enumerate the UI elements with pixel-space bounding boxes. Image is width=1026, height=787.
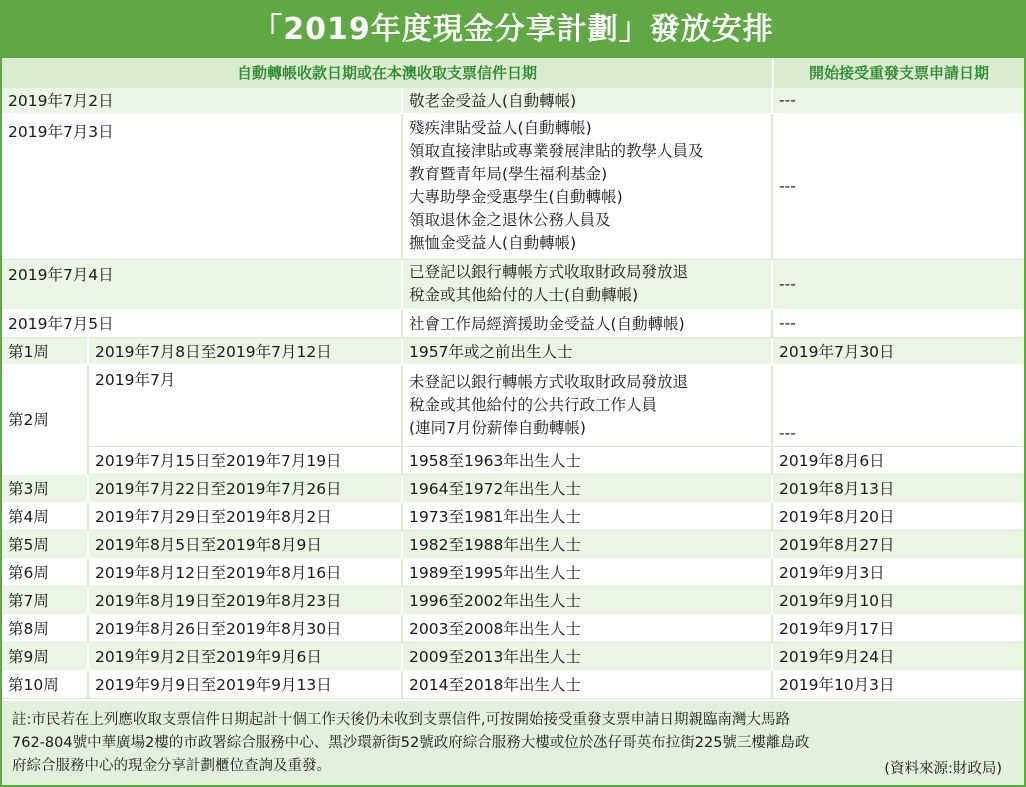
range-cell: 2019年7月8日至2019年7月12日 (88, 337, 402, 364)
table-header (2, 58, 1024, 88)
group-cell: 2014至2018年出生人士 (402, 670, 772, 698)
table-row (2, 88, 1024, 113)
table-row (2, 474, 1024, 502)
group-cell: 社會工作局經濟援助金受益人(自動轉帳) (402, 309, 772, 337)
group-line: 教育暨青年局(學生福利基金) (409, 165, 608, 183)
table-row (2, 502, 1024, 530)
footnote-line: 府綜合服務中心的現金分享計劃櫃位查詢及重發。 (12, 758, 331, 774)
group-cell: 敬老金受益人(自動轉帳) (402, 88, 772, 113)
reissue-cell: 2019年10月3日 (772, 670, 1024, 698)
group-line: 領取直接津貼或專業發展津貼的教學人員及 (409, 142, 704, 160)
reissue-cell: 2019年8月6日 (772, 446, 1024, 474)
group-cell: 1957年或之前出生人士 (402, 337, 772, 364)
reissue-cell: 2019年8月20日 (772, 502, 1024, 530)
group-cell: 1964至1972年出生人士 (402, 474, 772, 502)
date-cell: 2019年7月2日 (2, 88, 402, 113)
group-cell: 1982至1988年出生人士 (402, 530, 772, 558)
reissue-cell: 2019年9月17日 (772, 614, 1024, 642)
range-cell: 2019年9月9日至2019年9月13日 (88, 670, 402, 698)
range-cell: 2019年8月12日至2019年8月16日 (88, 558, 402, 586)
week-cell: 第10周 (2, 670, 88, 698)
week-cell: 第9周 (2, 642, 88, 670)
table-row (2, 446, 1024, 474)
group-line: 未登記以銀行轉帳方式收取財政局發放退 (409, 372, 689, 391)
table-row (2, 364, 1024, 446)
group-line: 稅金或其他給付的人士(自動轉帳) (409, 286, 639, 304)
reissue-cell: --- (772, 364, 1024, 446)
group-cell: 1996至2002年出生人士 (402, 586, 772, 614)
week-cell: 第8周 (2, 614, 88, 642)
table-row (2, 309, 1024, 337)
group-cell: 2009至2013年出生人士 (402, 642, 772, 670)
group-line: (連同7月份薪俸自動轉帳) (409, 418, 586, 437)
group-cell (402, 259, 772, 309)
table-row (2, 614, 1024, 642)
footnote-line: 762-804號中華廣場2樓的市政署綜合服務中心、黑沙環新街52號政府綜合服務大樓或位於氹仔哥英布拉街225號三樓離島政 (12, 735, 810, 751)
table-row (2, 113, 1024, 259)
reissue-cell: 2019年9月3日 (772, 558, 1024, 586)
date-cell: 2019年7月5日 (2, 309, 402, 337)
header-dates: 自動轉帳收款日期或在本澳收取支票信件日期 (2, 58, 774, 88)
week-cell: 第1周 (2, 337, 88, 364)
range-cell: 2019年7月29日至2019年8月2日 (88, 502, 402, 530)
group-line: 領取退休金之退休公務人員及 (409, 211, 611, 229)
reissue-cell: 2019年7月30日 (772, 337, 1024, 364)
range-cell: 2019年7月15日至2019年7月19日 (88, 446, 402, 474)
reissue-cell: 2019年8月27日 (772, 530, 1024, 558)
group-cell: 2003至2008年出生人士 (402, 614, 772, 642)
footnote-line: 註:市民若在上列應收取支票信件日期起計十個工作天後仍未收到支票信件,可按開始接受重發支票申請日期親臨南灣大馬路 (12, 712, 790, 728)
group-cell (402, 113, 772, 259)
reissue-cell: 2019年9月10日 (772, 586, 1024, 614)
table-row (2, 558, 1024, 586)
group-line: 殘疾津貼受益人(自動轉帳) (409, 119, 592, 137)
group-cell: 1958至1963年出生人士 (402, 446, 772, 474)
group-cell (402, 364, 772, 446)
week-cell: 第5周 (2, 530, 88, 558)
group-cell: 1989至1995年出生人士 (402, 558, 772, 586)
group-line: 大專助學金受惠學生(自動轉帳) (409, 188, 623, 206)
week-cell: 第4周 (2, 502, 88, 530)
table-row (2, 337, 1024, 364)
group-cell: 1973至1981年出生人士 (402, 502, 772, 530)
range-cell: 2019年7月22日至2019年7月26日 (88, 474, 402, 502)
header-reissue: 開始接受重發支票申請日期 (808, 64, 989, 82)
table-row (2, 670, 1024, 698)
table-row (2, 259, 1024, 309)
range-cell: 2019年7月 (88, 364, 402, 446)
reissue-cell: 2019年9月24日 (772, 642, 1024, 670)
date-cell: 2019年7月4日 (2, 259, 402, 309)
reissue-cell: --- (772, 113, 1024, 259)
date-cell: 2019年7月3日 (2, 113, 402, 259)
range-cell: 2019年8月26日至2019年8月30日 (88, 614, 402, 642)
week-cell: 第7周 (2, 586, 88, 614)
reissue-cell: 2019年8月13日 (772, 474, 1024, 502)
week-cell: 第3周 (2, 474, 88, 502)
source-credit: (資料來源:財政局) (884, 761, 1002, 777)
range-cell: 2019年8月19日至2019年8月23日 (88, 586, 402, 614)
reissue-cell: --- (772, 88, 1024, 113)
reissue-cell: --- (772, 309, 1024, 337)
group-line: 已登記以銀行轉帳方式收取財政局發放退 (409, 263, 689, 281)
group-line: 撫恤金受益人(自動轉帳) (409, 234, 577, 252)
week-cell: 第6周 (2, 558, 88, 586)
week-cell: 第2周 (2, 364, 88, 474)
table-row (2, 586, 1024, 614)
table-row (2, 642, 1024, 670)
schedule-table (2, 88, 1024, 699)
range-cell: 2019年8月5日至2019年8月9日 (88, 530, 402, 558)
footnote (2, 701, 1024, 785)
group-line: 稅金或其他給付的公共行政工作人員 (409, 395, 658, 414)
table-row (2, 530, 1024, 558)
reissue-cell: --- (772, 259, 1024, 309)
range-cell: 2019年9月2日至2019年9月6日 (88, 642, 402, 670)
page-title: 「2019年度現金分享計劃」發放安排 (2, 2, 1024, 58)
